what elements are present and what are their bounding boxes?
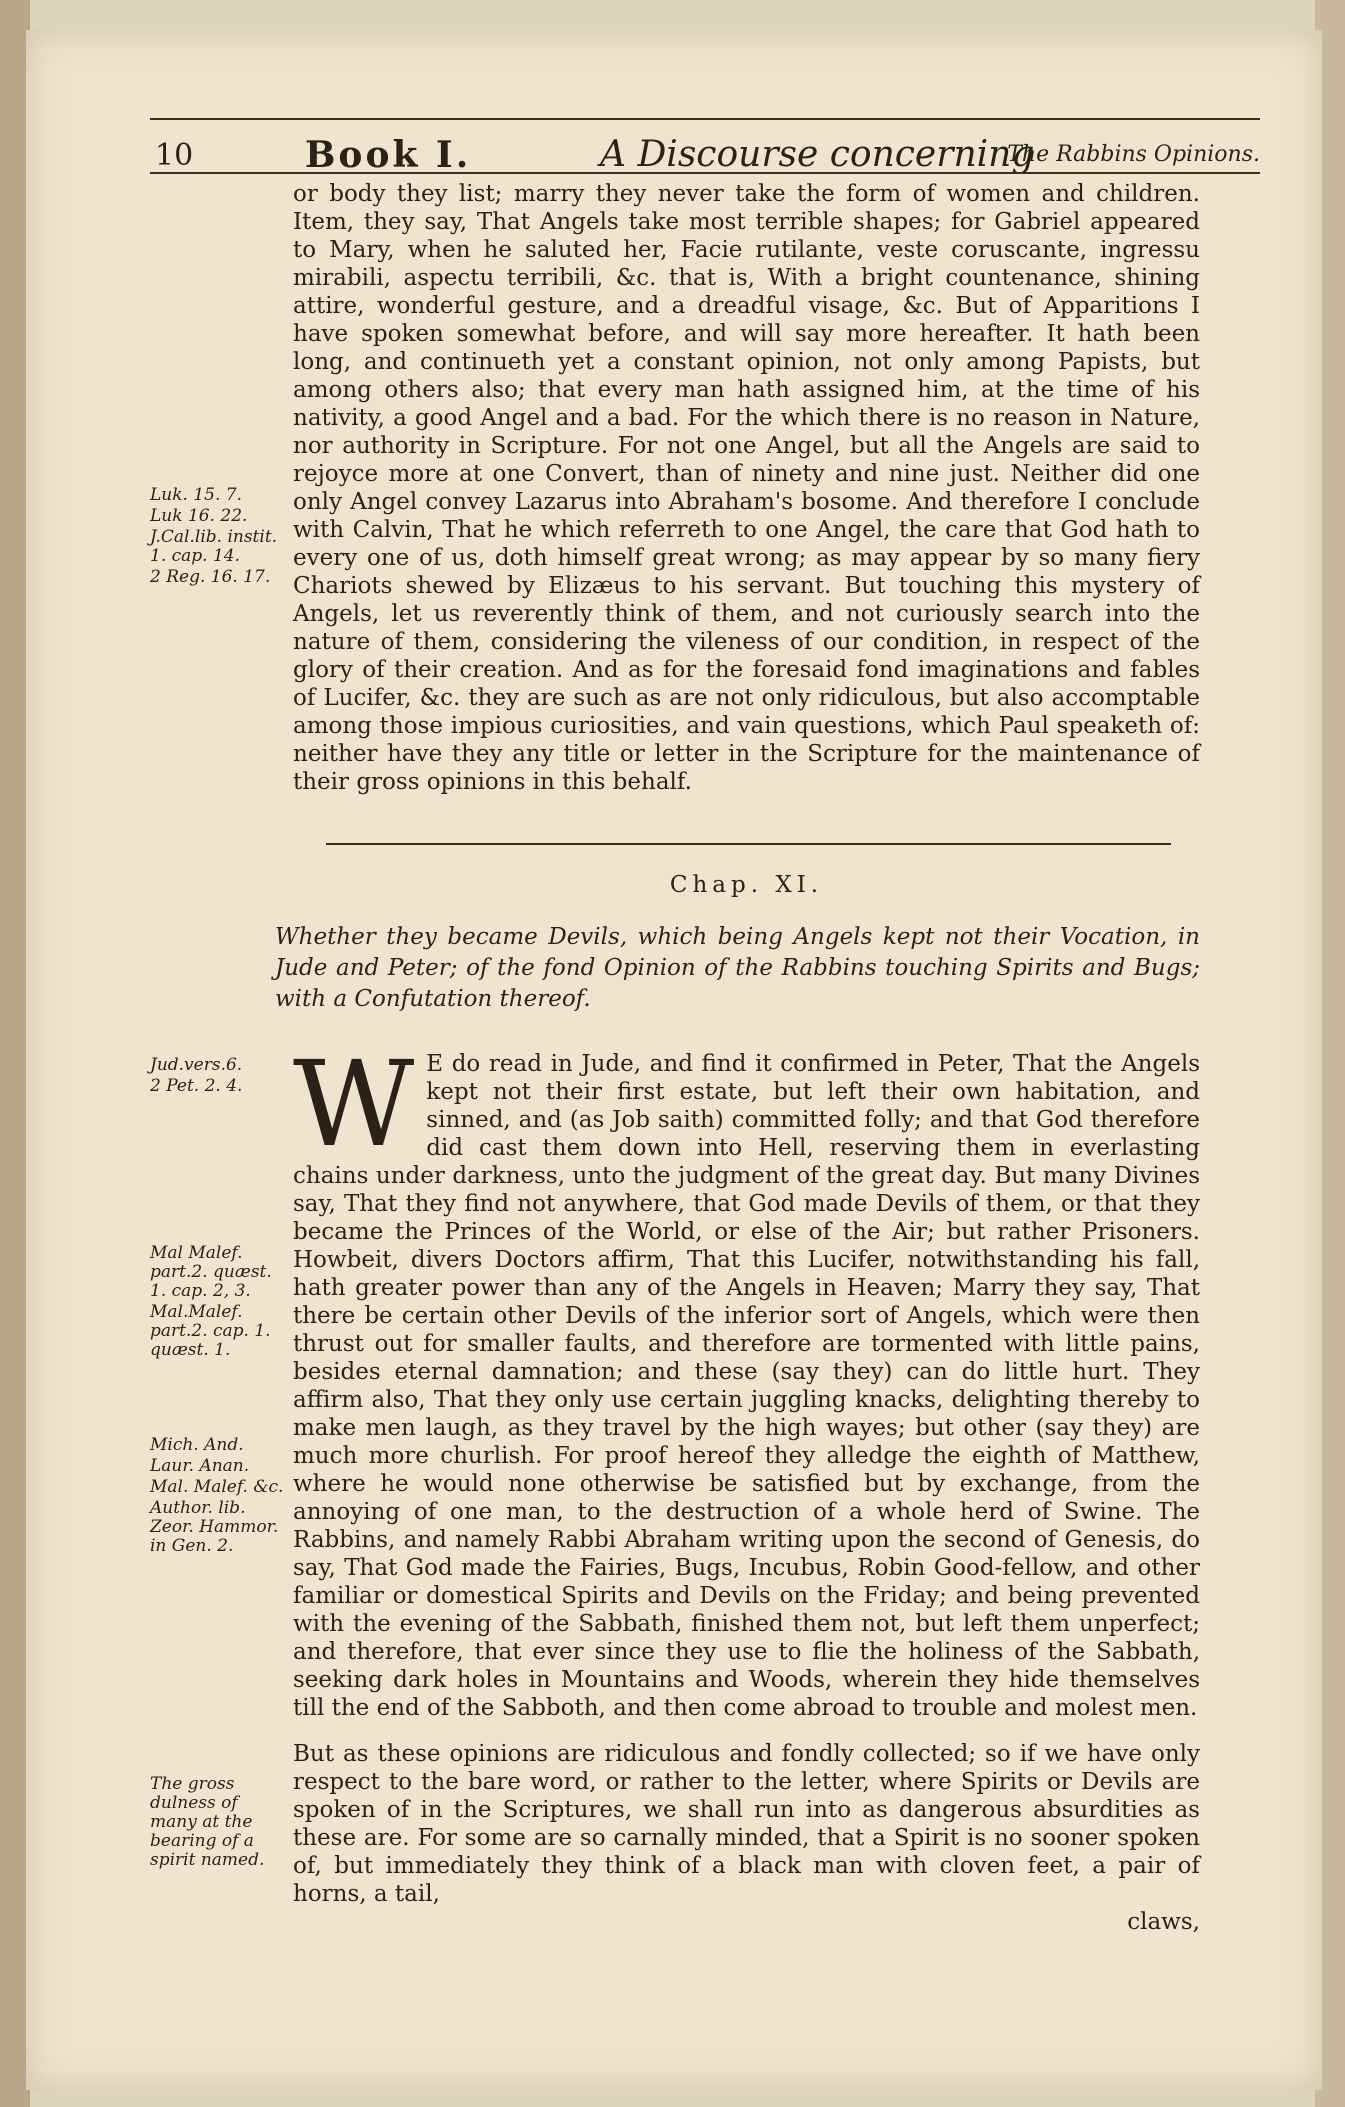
margin-notes-c — [150, 1436, 285, 1558]
margin-note: Luk 16. 22. — [150, 506, 248, 526]
margin-note: Mal.Malef. part.2. cap. 1. quæst. 1. — [150, 1302, 271, 1360]
margin-note: Mich. And. — [150, 1435, 244, 1455]
margin-note: 2 Pet. 2. 4. — [150, 1076, 243, 1096]
margin-note-d: The gross dulness of many at the bearing of a spirit named. — [150, 1774, 265, 1870]
margin-note: Laur. Anan. — [150, 1456, 250, 1476]
margin-note: J.Cal.lib. instit. 1. cap. 14. — [150, 527, 278, 566]
page-number: 10 — [155, 138, 194, 173]
header-rule-top — [150, 118, 1260, 120]
margin-notes-b — [150, 1244, 285, 1362]
top-paragraph: or body they list; marry they never take the form of women and children. Item, they say, That Angels take most terrible shapes; for Gabriel appeared to Mary, when he saluted her, Facie rutilante, veste coruscante, ingressu mirabili, aspectu terribili, &c. that is, With a bright countenance, shining attire, wonderful gesture, and a dreadful visage, &c. But of Apparitions I have spoken somewhat before, and will say more hereafter. It hath been long, and continueth yet a constant opinion, not only among Papists, but among others also; that every man hath assigned him, at the time of his nativity, a good Angel and a bad. For the which there is no reason in Nature, nor authority in Scripture. For not one Angel, but all the Angels are said to rejoyce more at one Convert, than of ninety and nine just. Neither did one only Angel convey Lazarus into Abraham's bosome. And therefore I conclude with Calvin, That he which referreth to one Angel, the care that God hath to every one of us, doth himself great wrong; as may appear by so many fiery Chariots shewed by Elizæus to his servant. But touching this mystery of Angels, let us reverently think of them, and not curiously search into the nature of them, considering the vileness of our condition, in respect of the glory of their creation. And as for the foresaid fond imaginations and fables of Lucifer, &c. they are such as are not only ridiculous, but also accomptable among those impious curiosities, and vain questions, which Paul speaketh of: neither have they any title or letter in the Scripture for the maintenance of their gross opinions in this behalf. — [293, 181, 1200, 795]
margin-notes-top — [150, 486, 285, 589]
page-header — [150, 118, 1260, 176]
chapter-paragraph-2 — [293, 1740, 1200, 1936]
running-head: The Rabbins Opinions. — [1007, 142, 1260, 167]
chapter-paragraph-2-text: But as these opinions are ridiculous and fondly collected; so if we have only respect to the bare word, or rather to the letter, where Spirits or Devils are spoken of in the Scriptures, we shall run into as dangerous absurdities as these are. For some are so carnally minded, that a Spirit is no sooner spoken of, but immediately they think of a black man with cloven feet, a pair of horns, a tail, — [293, 1741, 1200, 1907]
margin-notes-a — [150, 1056, 285, 1098]
margin-note: 2 Reg. 16. 17. — [150, 567, 271, 587]
section-divider — [326, 843, 1171, 845]
chapter-paragraph-1-text: E do read in Jude, and find it confirmed in Peter, That the Angels kept not their first estate, but left their own habitation, and sinned, and (as Job saith) committed folly; and that God therefore did cast them down into Hell, reserving them in everlasting chains under darkness, unto the judgment of the great day. But many Divines say, That they find not anywhere, that God made Devils of them, or that they became the Princes of the World, or else of the Air; but rather Prisoners. Howbeit, divers Doctors affirm, That this Lucifer, notwithstanding his fall, hath greater power than any of the Angels in Heaven; Marry they say, That there be certain other Devils of the inferior sort of Angels, which were then thrust out for smaller faults, and therefore are tormented with little pains, besides eternal damnation; and these (say they) can do little hurt. They affirm also, That they only use certain juggling knacks, delighting thereby to make men laugh, as they travel by the high wayes; but other (say they) are much more churlish. For proof hereof they alledge the eighth of Matthew, where he would none otherwise be satisfied but by exchange, from the annoying of one man, to the destruction of a whole herd of Swine. The Rabbins, and namely Rabbi Abraham writing upon the second of Genesis, do say, That God made the Fairies, Bugs, Incubus, Robin Good-fellow, and other familiar or domestical Spirits and Devils on the Friday; and being prevented with the evening of the Sabbath, finished them not, but left them unperfect; and therefore, that ever since they use to flie the holiness of the Sabbath, seeking dark holes in Mountains and Woods, wherein they hide themselves till the end of the Sabboth, and then come abroad to trouble and molest men. — [293, 1051, 1200, 1721]
drop-cap: W — [293, 1035, 415, 1173]
margin-note: Mal Malef. part.2. quæst. 1. cap. 2, 3. — [150, 1243, 272, 1301]
catchword: claws, — [1127, 1909, 1200, 1935]
margin-note: Mal. Malef. &c. — [150, 1477, 284, 1497]
page-title: A Discourse concerning — [600, 134, 1035, 175]
chapter-title: Whether they became Devils, which being Angels kept not their Vocation, in Jude and Peter; of the fond Opinion of the Rabbins touching Spirits and Bugs; with a Confutation thereof. — [275, 924, 1200, 1012]
margin-note: Author. lib. Zeor. Hammor. in Gen. 2. — [150, 1498, 279, 1556]
header-rule-bottom — [150, 172, 1260, 174]
chapter-heading: Chap. XI. — [669, 872, 824, 898]
margin-note: Jud.vers.6. — [150, 1055, 243, 1075]
chapter-paragraph-1 — [293, 1035, 1200, 1722]
book-label: Book I. — [305, 134, 472, 176]
margin-note: Luk. 15. 7. — [150, 485, 243, 505]
